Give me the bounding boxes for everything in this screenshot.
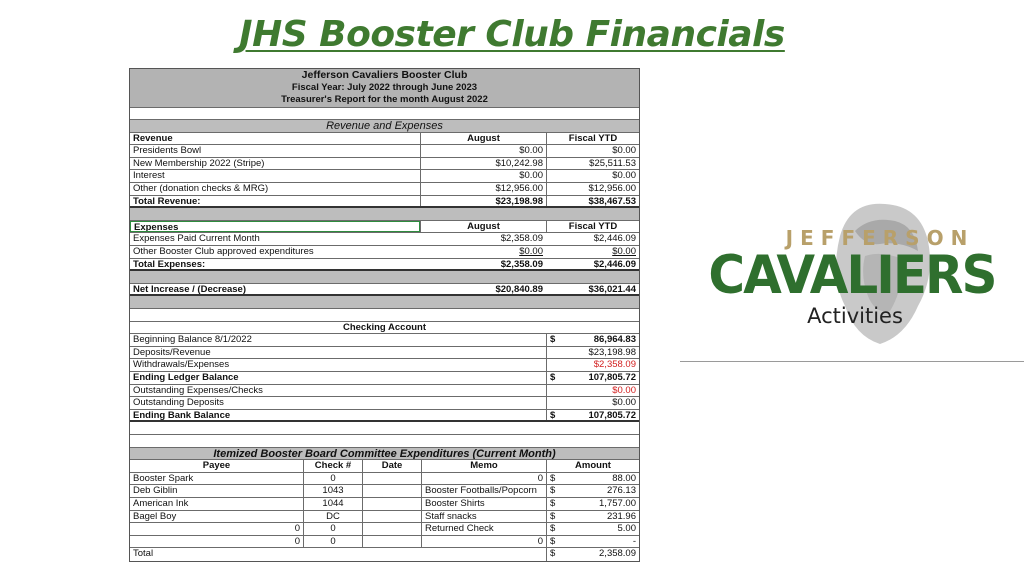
revenue-header-row — [130, 133, 639, 146]
logo-sub-word: Activities — [807, 304, 903, 328]
amount: - — [632, 535, 636, 547]
itemized-row — [130, 485, 639, 498]
amount: 5.00 — [617, 523, 636, 535]
payee: 0 — [294, 535, 300, 547]
date — [362, 473, 421, 485]
check-number: 0 — [303, 523, 362, 535]
row-label: Other Booster Club approved expenditures — [133, 246, 314, 258]
checking-label: Ending Ledger Balance — [133, 371, 239, 383]
revenue-month-header: August — [420, 133, 546, 145]
total-month: $23,198.98 — [420, 196, 546, 207]
net-ytd: $36,021.44 — [588, 283, 636, 295]
expenses-ytd-header: Fiscal YTD — [546, 221, 639, 233]
col-check: Check # — [303, 460, 362, 472]
checking-value: 107,805.72 — [588, 409, 636, 421]
total-month: $2,358.09 — [500, 258, 543, 270]
checking-currency: $ — [546, 410, 566, 421]
total-revenue-row — [130, 196, 639, 209]
itemized-title-row — [130, 448, 639, 461]
revenue-row — [130, 183, 639, 196]
expenses-row — [130, 246, 639, 259]
check-number: 1043 — [303, 485, 362, 497]
checking-currency — [546, 347, 566, 359]
row-ytd: $12,956.00 — [546, 183, 639, 195]
expenses-label[interactable]: Expenses — [130, 221, 420, 233]
checking-currency — [546, 385, 566, 397]
logo-top-word: JEFFERSON — [785, 226, 975, 250]
row-label: Other (donation checks & MRG) — [133, 183, 269, 195]
amount: 276.13 — [606, 485, 636, 497]
spacer-row — [130, 208, 639, 221]
date — [362, 498, 421, 510]
revenue-ytd-header: Fiscal YTD — [546, 133, 639, 145]
checking-row — [130, 410, 639, 423]
checking-title-row — [130, 322, 639, 335]
itemized-row — [130, 523, 639, 536]
total-label: Total Expenses: — [133, 258, 206, 270]
total-ytd: $2,446.09 — [593, 258, 636, 270]
col-amount: Amount — [546, 460, 639, 472]
payee: Bagel Boy — [133, 510, 177, 522]
amount: 88.00 — [612, 472, 636, 484]
revenue-row — [130, 170, 639, 183]
memo: 0 — [421, 536, 546, 548]
currency: $ — [546, 485, 566, 497]
col-memo: Memo — [421, 460, 546, 472]
checking-currency — [546, 359, 566, 371]
memo: 0 — [421, 473, 546, 485]
checking-value: $23,198.98 — [588, 346, 636, 358]
row-label: New Membership 2022 (Stripe) — [133, 157, 265, 169]
revenue-row — [130, 145, 639, 158]
row-ytd: $0.00 — [546, 170, 639, 182]
divider-line — [680, 361, 1024, 362]
currency: $ — [546, 511, 566, 523]
total-label: Total Revenue: — [133, 195, 201, 207]
expenses-row — [130, 233, 639, 246]
spacer-row — [130, 422, 639, 435]
col-date: Date — [362, 460, 421, 472]
checking-value: 86,964.83 — [593, 334, 636, 346]
amount: 231.96 — [606, 510, 636, 522]
checking-row — [130, 334, 639, 347]
currency: $ — [546, 473, 566, 485]
payee: American Ink — [133, 497, 189, 509]
currency: $ — [546, 498, 566, 510]
date — [362, 511, 421, 523]
col-payee: Payee — [202, 460, 231, 472]
net-row — [130, 284, 639, 297]
itemized-row — [130, 498, 639, 511]
row-label: Presidents Bowl — [133, 145, 202, 157]
check-number: 1044 — [303, 498, 362, 510]
itemized-title: Itemized Booster Board Committee Expenditures (Current Month) — [213, 447, 556, 460]
checking-row — [130, 397, 639, 410]
jefferson-cavaliers-logo — [700, 196, 1000, 356]
itemized-total-row — [130, 548, 639, 561]
currency: $ — [546, 523, 566, 535]
spacer-row — [130, 309, 639, 322]
net-label: Net Increase / (Decrease) — [133, 283, 247, 295]
spacer-row — [130, 296, 639, 309]
checking-value: $0.00 — [612, 397, 636, 409]
checking-row — [130, 359, 639, 372]
revenue-row — [130, 158, 639, 171]
row-month: $0.00 — [420, 170, 546, 182]
checking-label: Outstanding Expenses/Checks — [133, 384, 263, 396]
spacer-row — [130, 271, 639, 284]
report-fiscal-year: Fiscal Year: July 2022 through June 2023 — [291, 81, 478, 93]
checking-label: Ending Bank Balance — [133, 409, 231, 421]
row-month: $2,358.09 — [500, 233, 543, 245]
row-ytd: $25,511.53 — [546, 158, 639, 170]
row-month: $10,242.98 — [420, 158, 546, 170]
expenses-month-header: August — [420, 221, 546, 233]
revenue-label: Revenue — [133, 132, 173, 144]
total-label: Total — [133, 548, 154, 560]
logo-main-word: CAVALIERS — [708, 244, 996, 306]
check-number: 0 — [303, 473, 362, 485]
memo: Booster Footballs/Popcorn — [421, 485, 546, 497]
checking-value: $2,358.09 — [593, 359, 636, 371]
row-ytd: $0.00 — [612, 246, 636, 258]
total-currency: $ — [546, 548, 566, 561]
report-org: Jefferson Cavaliers Booster Club — [301, 69, 468, 81]
checking-label: Withdrawals/Expenses — [133, 359, 230, 371]
report-header — [130, 69, 639, 108]
checking-currency — [546, 397, 566, 409]
total-amount: 2,358.09 — [599, 548, 636, 560]
itemized-row — [130, 511, 639, 524]
date — [362, 523, 421, 535]
expenses-header-row — [130, 221, 639, 234]
row-month: $12,956.00 — [420, 183, 546, 195]
row-month: $0.00 — [519, 246, 543, 258]
row-label: Interest — [133, 170, 165, 182]
row-ytd: $0.00 — [546, 145, 639, 157]
amount: 1,757.00 — [599, 497, 636, 509]
check-number: 0 — [303, 536, 362, 548]
total-expenses-row — [130, 259, 639, 272]
checking-currency: $ — [546, 334, 566, 346]
currency: $ — [546, 536, 566, 548]
net-month: $20,840.89 — [495, 283, 543, 295]
date — [362, 485, 421, 497]
checking-value: $0.00 — [612, 384, 636, 396]
spacer-row — [130, 108, 639, 121]
checking-row — [130, 385, 639, 398]
row-month: $0.00 — [420, 145, 546, 157]
row-label: Expenses Paid Current Month — [133, 233, 260, 245]
checking-label: Beginning Balance 8/1/2022 — [133, 334, 252, 346]
checking-value: 107,805.72 — [588, 371, 636, 383]
checking-row — [130, 372, 639, 385]
treasurer-report-sheet — [129, 68, 640, 562]
payee: 0 — [294, 523, 300, 535]
check-number: DC — [303, 511, 362, 523]
total-ytd: $38,467.53 — [546, 196, 639, 207]
memo: Returned Check — [421, 523, 546, 535]
itemized-header-row — [130, 460, 639, 473]
itemized-row — [130, 473, 639, 486]
checking-title: Checking Account — [342, 321, 427, 333]
checking-currency: $ — [546, 372, 566, 384]
payee: Booster Spark — [133, 472, 194, 484]
section-title: Revenue and Expenses — [326, 120, 443, 132]
memo: Staff snacks — [421, 511, 546, 523]
revenue-expenses-title-row — [130, 120, 639, 133]
spacer-row — [130, 435, 639, 448]
report-name: Treasurer's Report for the month August 2022 — [281, 94, 488, 105]
checking-label: Deposits/Revenue — [133, 346, 211, 358]
slide-title: JHS Booster Club Financials — [239, 14, 785, 55]
payee: Deb Giblin — [133, 485, 178, 497]
checking-label: Outstanding Deposits — [133, 397, 224, 409]
itemized-row — [130, 536, 639, 549]
checking-row — [130, 347, 639, 360]
memo: Booster Shirts — [421, 498, 546, 510]
date — [362, 536, 421, 548]
row-ytd: $2,446.09 — [593, 233, 636, 245]
